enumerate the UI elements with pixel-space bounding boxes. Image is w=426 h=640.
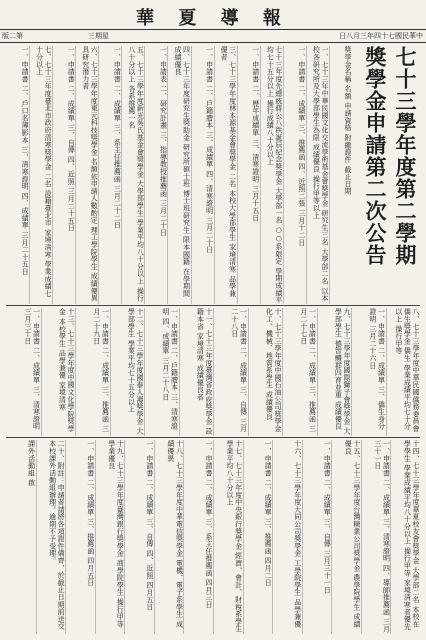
column-separator: [36, 440, 37, 634]
tier1-column-5: 一、申請書 二、歷年成績單 三、清寒證明 三月十五日: [251, 46, 260, 222]
column-separator: [121, 46, 122, 304]
column-separator: [183, 440, 184, 634]
column-separator: [144, 308, 145, 436]
column-separator: [302, 440, 303, 634]
tier3-column-1: 十四、七十三學年度華夏校友會獎學金 大學部二名 本校在學學生 學業成績平均八十分以上 操行甲等 家境清寒者優先: [403, 440, 420, 631]
tier3-column-8: 一、申請書 二、成績單 三、系主任推薦函 四月三日: [205, 440, 213, 609]
article-body: [6, 46, 420, 634]
column-separator: [237, 46, 238, 304]
column-separator: [213, 440, 214, 634]
column-separator: [386, 308, 387, 436]
tier-middle: [6, 308, 420, 436]
column-separator: [213, 308, 214, 436]
tier3-column-10: 一、申請書 二、成績單 三、自傳 四、近照 四月五日: [145, 440, 154, 611]
column-separator: [243, 440, 244, 634]
tier1-column-2: 一、七十三年中華民國文化交流學術基金會獎學金 研究生三名 大學部二名 以本校各研究所及大學部學生為限 成績優良 操行甲等以上: [312, 46, 329, 302]
headline-line-1: 七十三學年度第二學期: [393, 46, 418, 266]
tier3-column-7: 十七、七十三年度中央銀行獎學金 經濟、會計、財稅系學生 學業平均八十分以上: [225, 440, 243, 633]
tier3-column-11: 十九、七十三學年度臺灣銀行獎學金 商學院學生 操行甲等 學業優良: [107, 440, 125, 628]
tier2-column-12: 一、申請書 二、成績單 三、清寒證明 三月三十日: [23, 308, 41, 430]
tier1-column-12: 六、七十三學年度東元科技獎學金 名額依申請人數酌定 理工學院學生 成績優異 具研究潛力者: [81, 46, 99, 302]
tier3-column-14: 課外活動組 啟: [27, 440, 36, 487]
column-separator: [306, 46, 307, 304]
tier1-column-4: 七十三年度先總統蔣公八秩誕辰紀念獎學金 大學部一名 ○○系限定 學期成績平均七十五分以上 操行成績八十分以上: [266, 46, 283, 304]
tier-bottom: [6, 440, 420, 634]
tier2-column-5: 十、七十三學年度中國石油公司獎學金 化工、機械、地質系學生 成績優良: [265, 308, 282, 433]
tier1-column-13: 一、申請書 二、成績單 三、自傳 四、近照 三月二十五日: [67, 46, 76, 232]
column-separator: [29, 46, 30, 304]
tier1-column-3: 一、申請書 二、成績單 三、推薦函 四、近照二張 三月十二日: [297, 46, 306, 246]
tier3-column-12: 一、申請書 二、成績單 三、推薦函 四月五日: [86, 440, 95, 587]
column-separator: [41, 308, 42, 436]
tier3-column-3: 十五、七十三學年度台灣糖業公司獎學金 農學院學生 成績優良: [344, 440, 361, 628]
tier2-column-2: 一、申請書 二、成績單 三、僑生身分證明 三月二十六日: [368, 308, 386, 430]
column-separator: [282, 308, 283, 436]
tier2-column-8: 一、申請書 二、戶籍謄本 三、清寒證明 四、成績單 三月二十八日: [161, 308, 179, 430]
newspaper-title: 華 夏 導 報: [136, 8, 290, 29]
tier1-column-11: 一、申請書 二、成績單 三、系主任推薦函 三月二十二日: [113, 46, 122, 229]
column-separator: [95, 440, 96, 634]
column-separator: [52, 46, 53, 304]
tier3-column-6: 一、申請書 二、成績單 三、推薦函 四月二日: [264, 440, 273, 587]
column-separator: [191, 46, 192, 304]
headline: [356, 46, 420, 304]
tier3-column-9: 十八、七十三學年度中華電信獎學金 電機、電子系學生 成績優異: [166, 440, 184, 628]
tier1-column-7: 一、申請書 二、戶籍謄本 三、成績單 四、清寒證明 三月二十日: [205, 46, 214, 254]
column-separator: [110, 308, 111, 436]
tier3-column-2: 一、申請書 二、成績單 三、清寒證明 四、導師推薦函 三月三十一日: [373, 440, 391, 633]
publication-date: 日八月三年四十七國民華中: [339, 32, 423, 40]
column-separator: [75, 308, 76, 436]
tier3-column-4: 一、申請書 二、成績單 三、自傳 三月三十一日: [323, 440, 332, 594]
section-divider-1: [6, 305, 420, 306]
page-number: 版二第: [2, 32, 23, 40]
issue-weekday: 三期星: [88, 32, 109, 40]
column-separator: [331, 440, 332, 634]
column-separator: [283, 46, 284, 304]
tier1-column-15: 一、申請書 二、戶口名簿影本 三、清寒證明 四、成績單 三月二十五日: [21, 46, 30, 276]
tier3-column-5: 十六、七十三學年度大同公司獎學金 工學院學生 品學兼優: [293, 440, 302, 628]
tier1-column-8: 四、七十三年度研究生獎助金 研究所碩士班 博士班研究生 限本國籍 在學期間成績優良: [173, 46, 191, 297]
column-separator: [361, 440, 362, 634]
tier3-column-13: 二十、附註：申請者請將各項證件備齊，於截止日期前送交本校課外活動組辦理，逾期不予受理。: [48, 440, 66, 630]
tier2-column-9: 十二、七十三學年度國泰人壽獎學金 大學部學生 學業平均七十五分以上: [127, 308, 144, 435]
column-separator: [248, 308, 249, 436]
column-separator: [272, 440, 273, 634]
tier1-column-1: 獎學金名稱 名額 申請資格 附繳證件 截止日期: [344, 46, 352, 195]
tier2-column-6: 一、申請書 二、成績單 三、自傳 三月二十八日: [230, 308, 248, 433]
tier2-column-4: 一、申請書 二、成績單 三、推薦函 三月二十七日: [299, 308, 317, 433]
column-separator: [144, 46, 145, 304]
column-separator: [214, 46, 215, 304]
column-separator: [65, 440, 66, 634]
column-separator: [124, 440, 125, 634]
column-separator: [98, 46, 99, 304]
column-separator: [329, 46, 330, 304]
column-separator: [167, 46, 168, 304]
tier1-column-6: 三、七十三學年度林本源基金會獎學金 二名 本校大學部學生 家境清寒 品學兼優者: [220, 46, 237, 297]
tier2-column-1: 八、七十三學年度中華民國僑務委員會僑生獎學金 僑生 學業成績平均七十分以上 操行甲等: [394, 308, 420, 433]
tier2-column-10: 一、申請書 二、成績單 三、推薦函 三月二十九日: [92, 308, 110, 433]
tier-top: [6, 46, 420, 304]
masthead: [0, 0, 426, 38]
dateline: [0, 29, 426, 43]
tier1-column-10: 五、七十三學年度新光吳氏基金會獎學金 大學部學生 學業平均八十分以上 操行八十分以上 各系推薦一名: [127, 46, 145, 302]
column-separator: [317, 308, 318, 436]
column-separator: [260, 46, 261, 304]
tier1-column-9: 一、申請表 二、研究計畫 三、指導教授推薦函 三月二十日: [159, 46, 168, 237]
headline-line-2: 獎學金申請第二次公告: [363, 46, 388, 266]
column-separator: [351, 308, 352, 436]
tier2-column-7: 十一、七十三年度臺灣省政府獎學金 設籍本省 家境清寒 成績優良者: [196, 308, 213, 435]
column-separator: [154, 440, 155, 634]
tier1-column-14: 七、七十三年度臺北市政府清寒獎學金 二名 設籍臺北市 家境清寒 學業成績七十分以上: [35, 46, 53, 297]
column-separator: [75, 46, 76, 304]
column-separator: [179, 308, 180, 436]
tier2-column-11: 十三、七十三學年度中國文化學院獎學金 本校學生 品學兼優 家境清寒: [58, 308, 75, 433]
section-divider-2: [6, 437, 420, 438]
tier2-column-3: 九、七十三學年度國際獅子會獎學金 大學部學生 德智體群四育並重 成績優良: [334, 308, 351, 435]
column-separator: [390, 440, 391, 634]
